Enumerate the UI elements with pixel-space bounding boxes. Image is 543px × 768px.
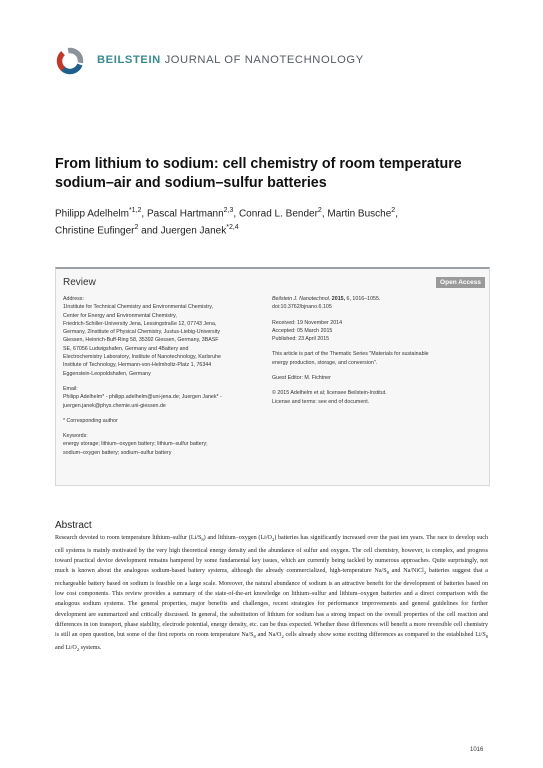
article-info-box [55, 267, 490, 486]
thematic-series-note: This article is part of the Thematic Series "Materials for sustainable energy production, storage, and conversion". [272, 351, 429, 366]
author-list [55, 204, 505, 239]
guest-editor: Guest Editor: M. Fichtner [272, 375, 331, 382]
abstract-heading: Abstract [55, 520, 92, 531]
open-access-badge: Open Access [436, 277, 485, 288]
author-line-1: Philipp Adelhelm$^{*1,2}$, Pascal Hartmann$^{2,3}$, Conrad L. Bender$^2$, Martin Busche$^2$, [55, 207, 398, 220]
article-type-label: Review [63, 277, 96, 288]
journal-logo [55, 46, 395, 76]
license-block: © 2015 Adelhelm et al; licensee Beilstein-Institut. License and terms: see end of document. [272, 389, 482, 406]
email-block: Email: Philipp Adelhelm* - philipp.adelhelm@uni-jena.de; Juergen Janek* - juergen.janek@phys.chemie.uni-giessen.de [63, 385, 260, 410]
address-block: Address: 1Institute for Technical Chemistry and Environmental Chemistry, Center for Energy and Environmental Chemistry, Friedrich-Schiller-University Jena, Lessingstraße 12, 07743 Jena, Germany, 2Institute of Physical Chemistry, Justus-Liebig-University Giessen, Heinrich-Buff-Ring 58, 35392 Giessen, Germany, 3BASF SE, 67056 Ludwigshafen, Germany and 4Battery and Electrochemistry Laboratory, Institute of Nanotechnology, Karlsruhe Institute of Technology, Hermann-von-Helmholtz-Platz 1, 76344 Eggenstein-Leopoldshafen, Germany [63, 296, 221, 377]
info-right-column [272, 295, 482, 413]
dates-block: Received: 19 November 2014 Accepted: 05 March 2015 Published: 23 April 2015 [272, 319, 343, 343]
email-link[interactable]: Philipp Adelhelm* - philipp.adelhelm@uni-jena.de; Juergen Janek* - [63, 394, 222, 401]
author-line-2: Christine Eufinger$^2$ and Juergen Janek$^{*2,4}$ [55, 224, 239, 237]
journal-name: BEILSTEIN JOURNAL OF NANOTECHNOLOGY [97, 54, 364, 66]
license-link[interactable]: License and terms: see end of document. [272, 398, 370, 405]
article-title: From lithium to sodium: cell chemistry of room temperature sodium–air and sodium–sulfur batteries [55, 156, 462, 191]
corresponding-note: * Corresponding author [63, 417, 118, 424]
doi-link[interactable]: doi:10.3762/bjnano.6.105 [272, 304, 332, 311]
abstract-text: Research devoted to room temperature lithium–sulfur $(Li/S_8)$ and lithium–oxygen $(Li/O_2)$ batteries has significantly increased over the past ten years. The race to develop such cell systems is mainly motivated by the very high theoretical energy density and the abundance of sulfur and oxygen. The cell chemistry, however, is complex, and progress toward practical device development remains hampered by some fundamental key issues, which are currently being tackled by numerous approaches. Quite surprisingly, not much is known about the analogous sodium-based battery systems, although the already commercialized, high-temperature $Na/S_8$ and Na/NiCl$_2$ batteries suggest that a rechargeable battery based on sodium is feasible on a large scale. Moreover, the natural abundance of sodium is an attractive benefit for the development of batteries based on low cost components. This review provides a summary of the state-of-the-art knowledge on lithium–sulfur and lithium–oxygen batteries and a direct comparison with the analogous sodium systems. The general properties, major benefits and challenges, recent strategies for performance improvements and general guidelines for further development are summarized and critically discussed. In general, the substitution of lithium for sodium has a strong impact on the overall properties of the cell reaction and differences in ion transport, phase stability, electrode potential, energy density, etc. can be thus expected. Whether these differences will benefit a more reversible cell chemistry is still an open question, but some of the first reports on room temperature $Na/S_8$ and $Na/O_2$ cells already show some exciting differences as compared to the established $Li/S_8$ and $Li/O_2$ systems. [55, 535, 488, 652]
citation-block: Beilstein J. Nanotechnol. 2015, 6, 1016–1055. doi:10.3762/bjnano.6.105 [272, 295, 482, 312]
beilstein-logo-icon [55, 46, 85, 76]
page-number: 1016 [470, 747, 484, 753]
keywords-block: Keywords: energy storage; lithium–oxygen battery; lithium–sulfur battery; sodium–oxygen battery; sodium–sulfur battery [63, 433, 208, 456]
email-link[interactable]: juergen.janek@phys.chemie.uni-giessen.de [63, 402, 166, 409]
info-left-column [63, 295, 260, 464]
